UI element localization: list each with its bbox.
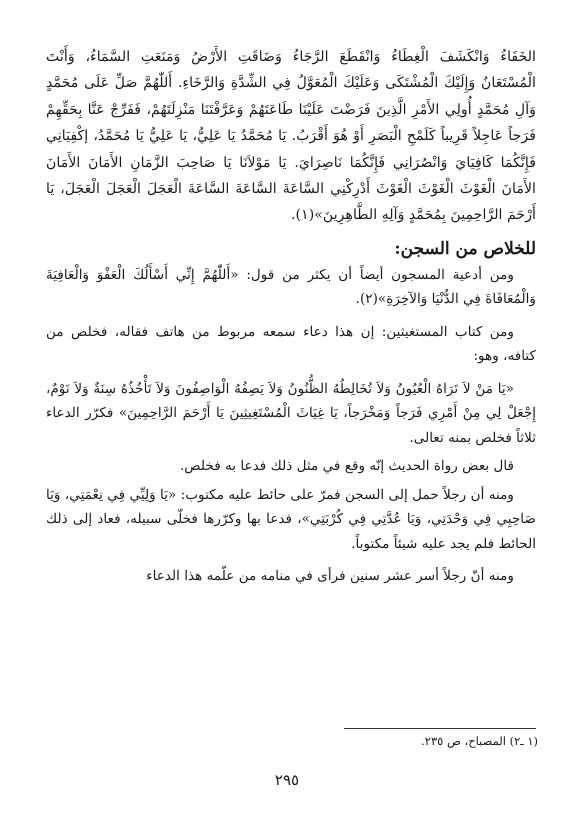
paragraph-captive: ومنه أنّ رجلاً أسر عشر سنين فرأى في منامه من علّمه هذا الدعاء	[146, 568, 514, 585]
prayer-paragraph: الخَفَاءُ وَانْكَشَفَ الْغِطَاءُ وَانْقَطَعَ الرَّجَاءُ وَضَاقَتِ الأَرْضُ وَمَنَعَتِ السَّمَاءُ، وَأَنْتَ الْمُسْتَعَانُ وَإِلَيْكَ الْمُشْتَكَى وَعَلَيْكَ الْمُعَوَّلُ فِي الشِّدَّةِ وَالرَّخَاءِ. أَللّٰهُمَّ صَلِّ عَلَى مُحَمَّدٍ وَآلِ مُحَمَّدٍ أُولِي الأَمْرِ الَّذِينَ فَرَضْتَ عَلَيْنَا طَاعَتَهُمْ وَعَرَّفْتَنَا مَنْزِلَتَهُمْ، فَفَرِّجْ عَنَّا بِحَقِّهِمْ فَرَجاً عَاجِلاً قَرِيباً كَلَمْحِ الْبَصَرِ أَوْ هُوَ أَقْرَبُ. يَا مُحَمَّدُ يَا عَلِيُّ، يَا عَلِيُّ يَا مُحَمَّدُ، إكْفِيَانِي فَإِنَّكُمَا كَافِيَايَ وَانْصُرَانِي فَإِنَّكُمَا نَاصِرَايَ. يَا مَوْلاَنَا يَا صَاحِبَ الزَّمَانِ الأَمَانَ الأَمَانَ الأَمَانَ الْغَوْثَ الْغَوْثَ الْغَوْثَ أَدْرِكْنِي السَّاعَةَ السَّاعَةَ السَّاعَةَ الْعَجَلَ الْعَجَلَ الْعَجَلَ، يَا أَرْحَمَ الرَّاحِمِينَ بِمُحَمَّدٍ وَآلِهِ الطَّاهِرِينَ»(١).	[46, 49, 536, 224]
page-number: ٢٩٥	[274, 771, 300, 789]
paragraph-supplication-text: «يَا مَنْ لاَ تَرَاهُ الْعُيُونُ وَلاَ تُخَالِطُهُ الظُّنُونُ وَلاَ يَصِفُهُ الْوَاصِفُونَ وَلاَ تَأْخُذُهُ سِنَةٌ وَلاَ نَوْمٌ، إِجْعَلْ لِي مِنْ أَمْرِي فَرَجاً وَمَخْرَجاً، يَا غِيَاثَ الْمُسْتَغِيثِينَ يَا أَرْحَمَ الرَّاحِمِينَ» فكرّر الدعاء ثلاثاً فخلص بمنه تعالى.	[46, 380, 536, 446]
paragraph-narrator: قال بعض رواة الحديث إنّه وقع في مثل ذلك فدعا به فخلص.	[179, 458, 514, 475]
paragraph-prison-supplication: ومن أدعية المسجون أيضاً أن يكثر من قول: «أَللّٰهُمَّ إِنِّي أَسْأَلُكَ الْعَفْوَ وَالْعَافِيَةَ وَالْمُعَافَاةَ فِي الدُّنْيَا وَالآخِرَةِ»(٢).	[46, 266, 536, 308]
paragraph-wall-inscription: ومنه أن رجلاً حمل إلى السجن فمرّ على حائط عليه مكتوب: «يَا وَلِيِّي فِي نِعْمَتِي، وَيَا صَاحِبِي فِي وَحْدَتِي، وَيَا عُدَّتِي فِي كُرْبَتِي»، فدعا بها وكرّرها فخلّى سبيله، فعاد إلى ذلك الحائط فلم يجد عليه شيئاً مكتوباً.	[46, 486, 536, 552]
paragraph-mustaghithin: ومن كتاب المستغيثين: إن هذا دعاء سمعه مربوط من هاتف فقاله، فخلص من كتافه، وهو:	[46, 323, 536, 365]
main-text	[46, 44, 536, 589]
footnote-divider	[344, 728, 536, 729]
section-heading: للخلاص من السجن:	[394, 238, 536, 259]
footnote: (١ ـ٢) المصباح، ص ٢٣٥.	[421, 734, 538, 748]
